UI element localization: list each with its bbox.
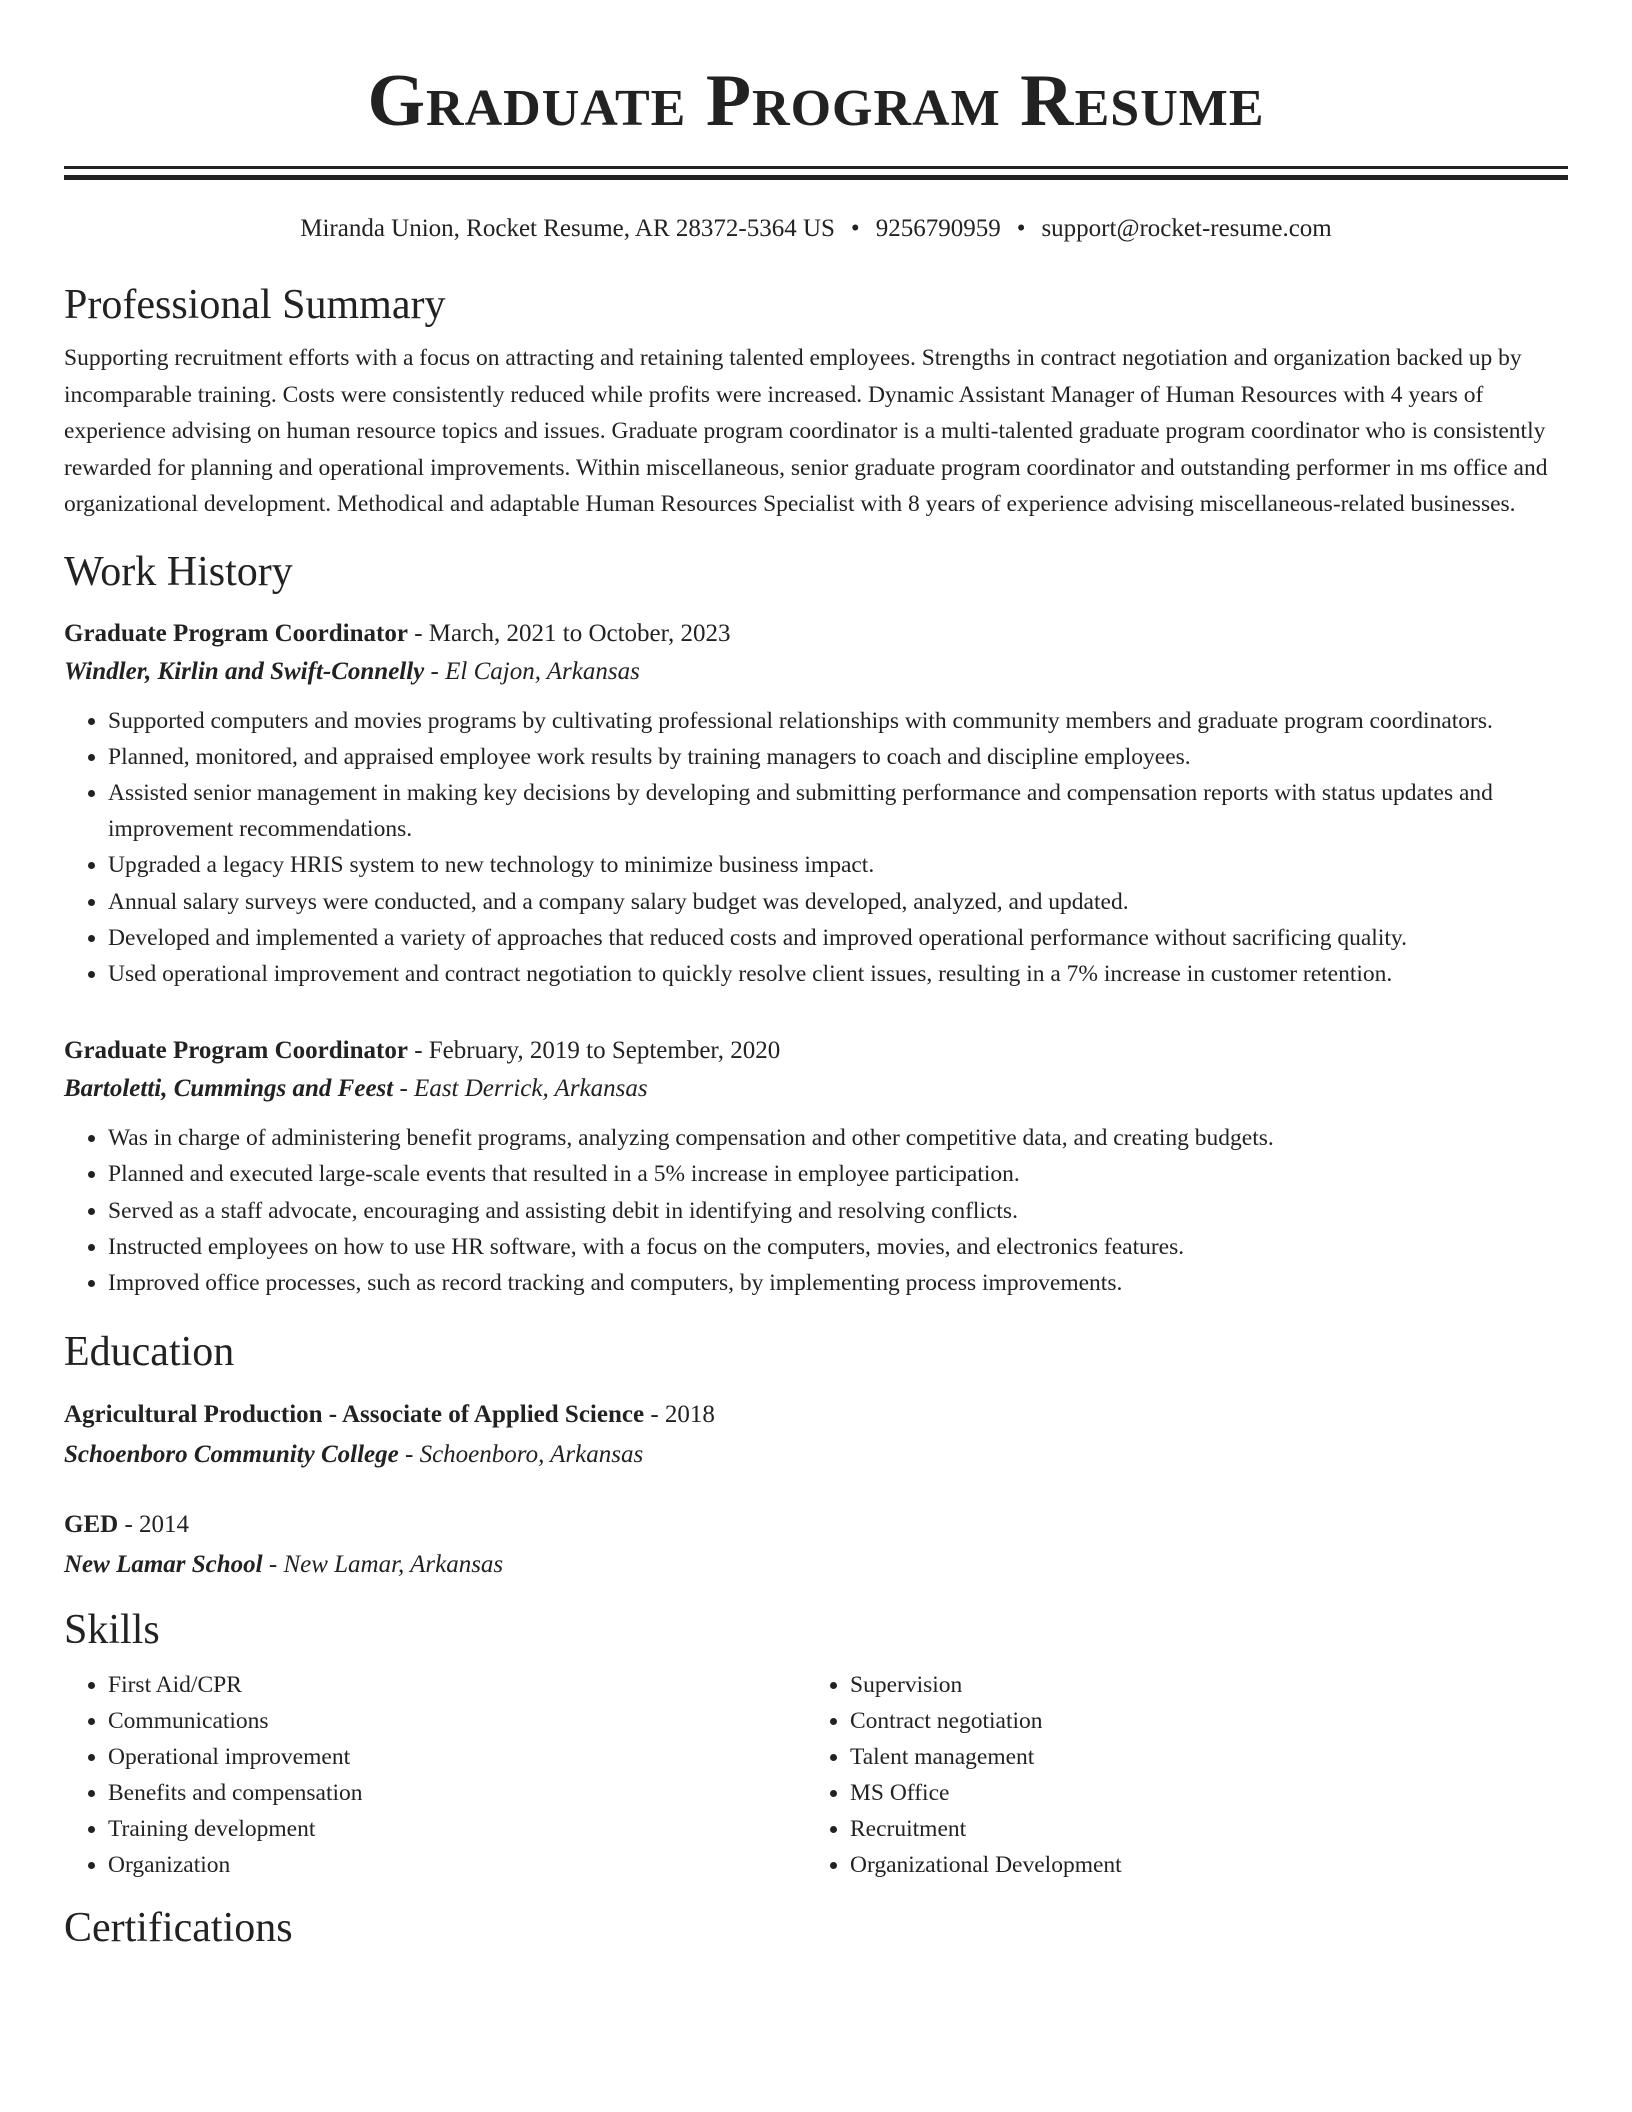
graduation-year: - 2018: [644, 1401, 715, 1429]
contact-email: support@rocket-resume.com: [1041, 215, 1332, 242]
school-line: [64, 1545, 1568, 1585]
job-entry: [64, 1032, 1568, 1301]
work-history-heading: Work History: [64, 548, 293, 595]
skill-item: • Talent management: [850, 1739, 1548, 1775]
list-item: • Upgraded a legacy HRIS system to new technology to minimize business impact.: [108, 847, 1568, 883]
skill-item: • Communications: [108, 1703, 806, 1739]
bullet-separator: •: [850, 215, 860, 242]
list-item: • Improved office processes, such as record tracking and computers, by implementing process improvements.: [108, 1265, 1568, 1301]
school-line: [64, 1435, 1568, 1475]
list-item: • Annual salary surveys were conducted, and a company salary budget was developed, analyzed, and updated.: [108, 884, 1568, 920]
degree: GED: [64, 1511, 119, 1539]
job-title-line: [64, 615, 1568, 653]
skill-item: • MS Office: [850, 1775, 1548, 1811]
skill-item: • Benefits and compensation: [108, 1775, 806, 1811]
list-item: • Assisted senior management in making key decisions by developing and submitting performance and compensation reports with status updates and improvement recommendations.: [108, 775, 1568, 847]
job-title: Graduate Program Coordinator: [64, 1037, 408, 1065]
title-divider-thick: [64, 175, 1568, 180]
job-entry: [64, 615, 1568, 993]
job-title: Graduate Program Coordinator: [64, 619, 408, 647]
list-item: • Served as a staff advocate, encouraging and assisting debit in identifying and resolving conflicts.: [108, 1193, 1568, 1229]
education-entry: [64, 1505, 1568, 1585]
skill-item: • Recruitment: [850, 1811, 1548, 1847]
school-location: - New Lamar, Arkansas: [262, 1551, 504, 1579]
title-divider-thin: [64, 166, 1568, 169]
skills-list-left: [64, 1667, 806, 1883]
list-item: • Planned, monitored, and appraised employee work results by training managers to coach and discipline employees.: [108, 739, 1568, 775]
resume-page: [64, 0, 1568, 1953]
degree-line: [64, 1395, 1568, 1435]
skill-item: • Training development: [108, 1811, 806, 1847]
list-item: • Planned and executed large-scale events that resulted in a 5% increase in employee participation.: [108, 1156, 1568, 1192]
graduation-year: - 2014: [118, 1511, 190, 1539]
skill-item: • Supervision: [850, 1667, 1548, 1703]
job-dates: - February, 2019 to September, 2020: [407, 1037, 781, 1065]
skill-item: • Operational improvement: [108, 1739, 806, 1775]
resume-title: Graduate Program Resume: [367, 60, 1265, 142]
education-entry: [64, 1395, 1568, 1475]
skill-item: • Organizational Development: [850, 1847, 1548, 1883]
contact-address: Miranda Union, Rocket Resume, AR 28372-5364 US: [300, 215, 835, 242]
school-location: - Schoenboro, Arkansas: [398, 1441, 644, 1469]
list-item: • Used operational improvement and contract negotiation to quickly resolve client issues, resulting in a 7% increase in customer retention.: [108, 956, 1568, 992]
skills-list-right: [806, 1667, 1548, 1883]
skill-item: • First Aid/CPR: [108, 1667, 806, 1703]
company-name: Bartoletti, Cummings and Feest: [64, 1075, 394, 1103]
summary-text: Supporting recruitment efforts with a focus on attracting and retaining talented employees. Strengths in contract negotiation and organization backed up by incomparable training. Costs were consistently reduced while profits were increased. Dynamic Assistant Manager of Human Resources with 4 years of experience advising on human resource topics and issues. Graduate program coordinator is a multi-talented graduate program coordinator who is consistently rewarded for planning and operational improvements. Within miscellaneous, senior graduate program coordinator and outstanding performer in ms office and organizational development. Methodical and adaptable Human Resources Specialist with 8 years of experience advising miscellaneous-related businesses.: [64, 345, 1548, 517]
school-name: New Lamar School: [64, 1551, 263, 1579]
list-item: • Instructed employees on how to use HR software, with a focus on the computers, movies, and electronics features.: [108, 1229, 1568, 1265]
skills-columns: [64, 1667, 1568, 1883]
company-location: - East Derrick, Arkansas: [393, 1075, 648, 1103]
summary-heading: Professional Summary: [64, 282, 446, 328]
company-line: [64, 653, 1568, 691]
contact-phone: 9256790959: [875, 215, 1001, 242]
school-name: Schoenboro Community College: [64, 1441, 399, 1469]
contact-line: [64, 212, 1568, 246]
list-item: • Developed and implemented a variety of approaches that reduced costs and improved operational performance without sacrificing quality.: [108, 920, 1568, 956]
company-name: Windler, Kirlin and Swift-Connelly: [64, 657, 425, 685]
degree: Agricultural Production - Associate of Applied Science: [64, 1401, 645, 1429]
degree-line: [64, 1505, 1568, 1545]
skill-item: • Contract negotiation: [850, 1703, 1548, 1739]
job-title-line: [64, 1032, 1568, 1070]
company-line: [64, 1070, 1568, 1108]
job-bullets: [64, 1120, 1568, 1301]
company-location: - El Cajon, Arkansas: [424, 657, 640, 685]
list-item: • Supported computers and movies programs by cultivating professional relationships with community members and graduate program coordinators.: [108, 703, 1568, 739]
job-bullets: [64, 703, 1568, 993]
list-item: • Was in charge of administering benefit programs, analyzing compensation and other competitive data, and creating budgets.: [108, 1120, 1568, 1156]
certifications-heading: Certifications: [64, 1905, 293, 1952]
education-heading: Education: [64, 1329, 235, 1376]
job-dates: - March, 2021 to October, 2023: [407, 619, 731, 647]
skills-heading: Skills: [64, 1607, 160, 1654]
skill-item: • Organization: [108, 1847, 806, 1883]
bullet-separator: •: [1016, 215, 1026, 242]
